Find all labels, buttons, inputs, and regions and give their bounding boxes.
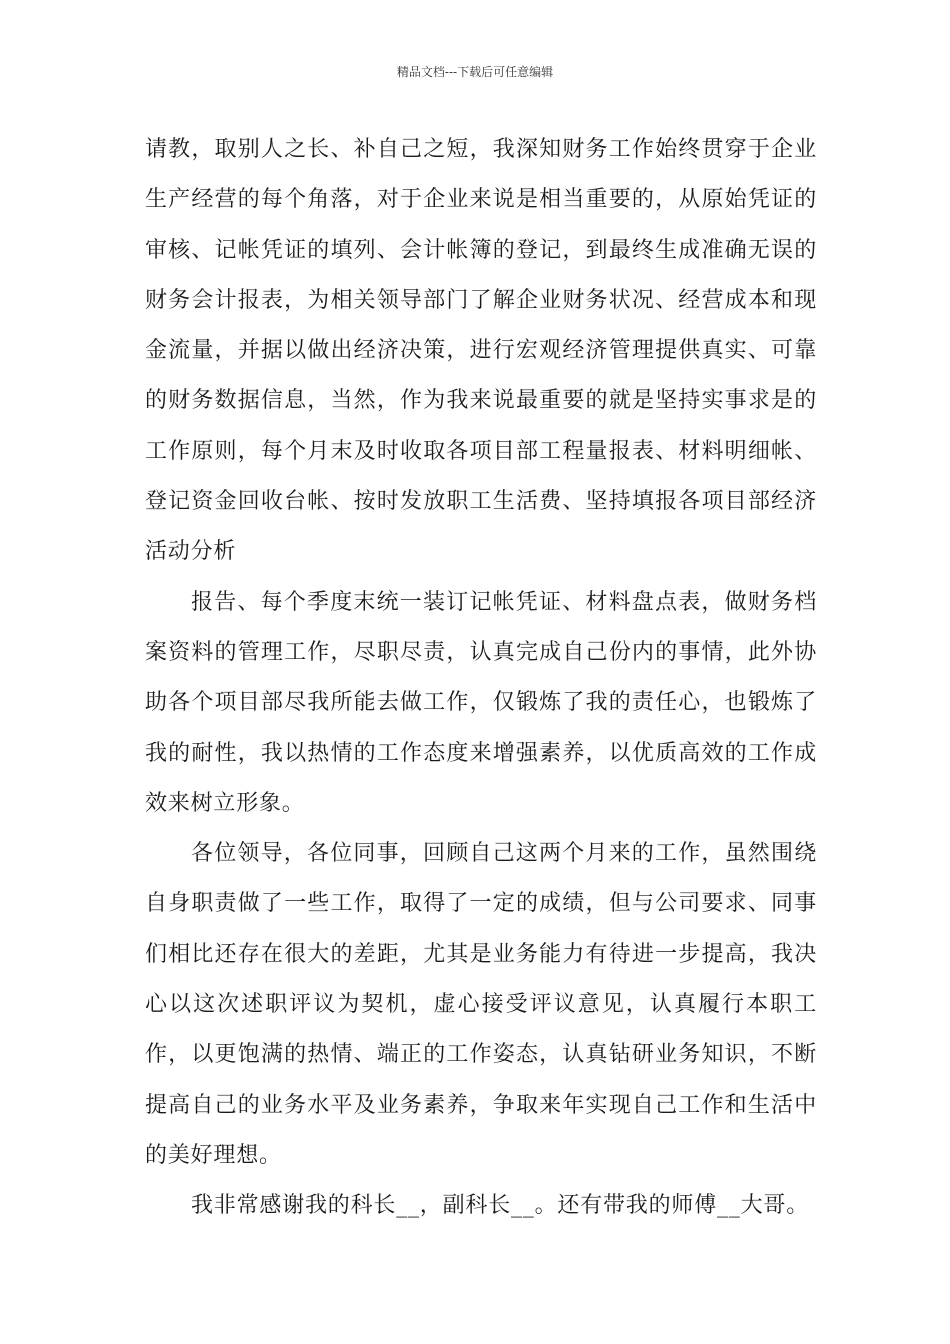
paragraph-3: 各位领导，各位同事，回顾自己这两个月来的工作，虽然围绕自身职责做了一些工作，取得了一定的成绩，但与公司要求、同事们相比还存在很大的差距，尤其是业务能力有待进一步提高，我决心以这次述职评议为契机，虚心接受评议意见，认真履行本职工作，以更饱满的热情、端正的工作姿态，认真钻研业务知识，不断提高自己的业务水平及业务素养，争取来年实现自己工作和生活中的美好理想。 xyxy=(145,841,817,1168)
paragraph-1: 请教，取别人之长、补自己之短，我深知财务工作始终贯穿于企业生产经营的每个角落，对于企业来说是相当重要的，从原始凭证的审核、记帐凭证的填列、会计帐簿的登记，到最终生成准确无误的财务会计报表，为相关领导部门了解企业财务状况、经营成本和现金流量，并据以做出经济决策，进行宏观经济管理提供真实、可靠的财务数据信息，当然，作为我来说最重要的就是坚持实事求是的工作原则，每个月末及时收取各项目部工程量报表、材料明细帐、登记资金回收台帐、按时发放职工生活费、坚持填报各项目部经济活动分析 xyxy=(145,137,817,565)
paragraph-4: 我非常感谢我的科长__，副科长__。还有带我的师傅__大哥。 xyxy=(191,1193,810,1219)
page-header: 精品文档---下载后可任意编辑 xyxy=(396,65,554,79)
document-body xyxy=(145,125,817,1232)
paragraph-2: 报告、每个季度末统一装订记帐凭证、材料盘点表，做财务档案资料的管理工作，尽职尽责，认真完成自己份内的事情，此外协助各个项目部尽我所能去做工作，仅锻炼了我的责任心，也锻炼了我的耐性，我以热情的工作态度来增强素养，以优质高效的工作成效来树立形象。 xyxy=(145,589,817,816)
